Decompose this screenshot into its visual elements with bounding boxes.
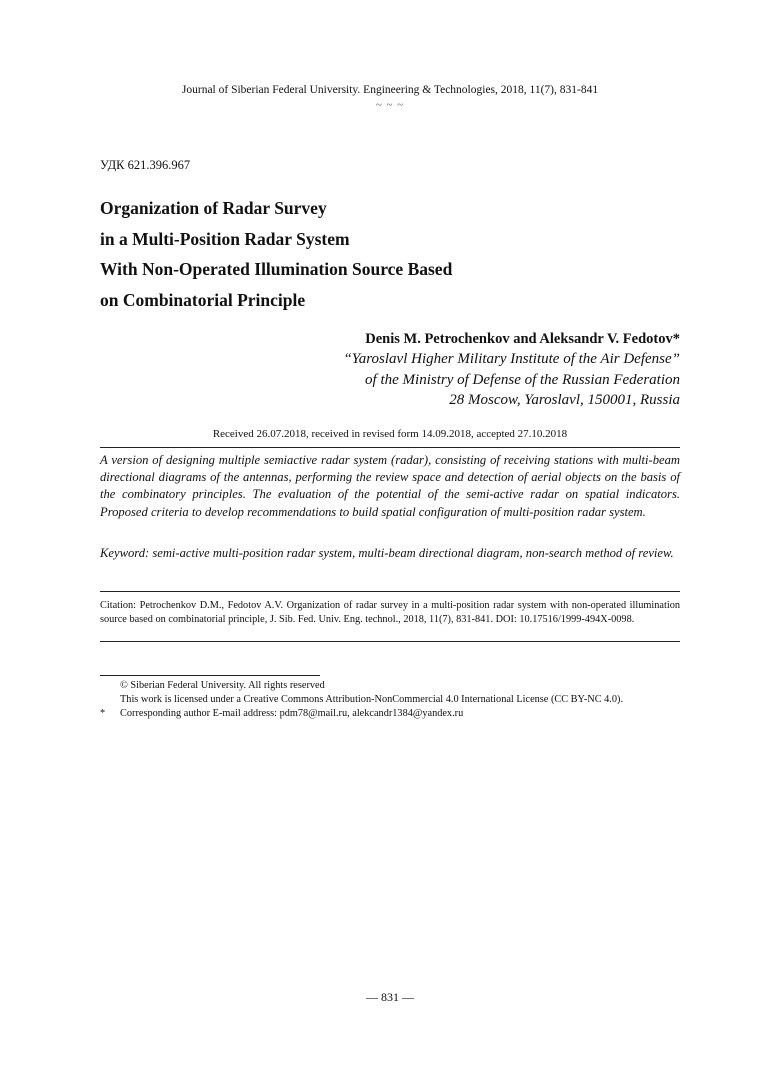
footnotes: [100, 679, 700, 721]
title-line: in a Multi-Position Radar System: [100, 228, 350, 249]
title-line: on Combinatorial Principle: [100, 289, 306, 310]
title-line: Organization of Radar Survey: [100, 198, 327, 218]
affiliation-line: of the Ministry of Defense of the Russian Federation: [365, 371, 680, 388]
divider-middle: [100, 591, 680, 592]
footnote-rule: [100, 675, 320, 676]
title-line: With Non-Operated Illumination Source Based: [100, 259, 453, 279]
affiliation-line: “Yaroslavl Higher Military Institute of the Air Defense”: [343, 351, 680, 367]
footnote-corresponding: [100, 707, 700, 721]
journal-header: Journal of Siberian Federal University. Engineering & Technologies, 2018, 11(7), 831-841: [181, 84, 599, 96]
copyright-text: © Siberian Federal University. All rights reserved: [120, 680, 325, 691]
authors: Denis M. Petrochenkov and Aleksandr V. Fedotov*: [365, 331, 680, 347]
divider-top: [100, 447, 680, 448]
affiliation-line: 28 Moscow, Yaroslavl, 150001, Russia: [449, 392, 680, 408]
received-dates: Received 26.07.2018, received in revised form 14.09.2018, accepted 27.10.2018: [212, 428, 568, 440]
header-separator: ~ ~ ~: [375, 99, 405, 111]
asterisk-mark: *: [100, 708, 106, 719]
udk-code: УДК 621.396.967: [100, 158, 191, 172]
citation: Citation: Petrochenkov D.M., Fedotov A.V. Organization of radar survey in a multi-position radar system with non-operated illumination source based on combinatorial principle, J. Sib. Fed. Univ. Eng. technol., 2018, 11(7), 831-841. DOI: 10.17516/1999-494X-0098.: [100, 600, 680, 625]
footnote-license: [100, 693, 700, 707]
footnote-copyright: [100, 679, 700, 693]
abstract: A version of designing multiple semiactive radar system (radar), consisting of receiving stations with multi-beam directional diagrams of the antennas, performing the review space and detection of aerial objects on the basis of the combinatory principles. The evaluation of the potential of the semi-active radar on spatial indicators. Proposed criteria to develop recommendations to build spatial configuration of multi-position radar system.: [100, 453, 680, 519]
article-title: [100, 193, 680, 315]
page-number: — 831 —: [366, 990, 414, 1004]
license-text: This work is licensed under a Creative Commons Attribution-NonCommercial 4.0 International License (CC BY-NC 4.0).: [120, 694, 624, 705]
corresponding-text: Corresponding author E-mail address: pdm78@mail.ru, alekcandr1384@yandex.ru: [120, 708, 464, 719]
divider-bottom: [100, 641, 680, 642]
keywords: Keyword: semi-active multi-position radar system, multi-beam directional diagram, non-search method of review.: [100, 546, 674, 560]
affiliation: [343, 349, 680, 411]
